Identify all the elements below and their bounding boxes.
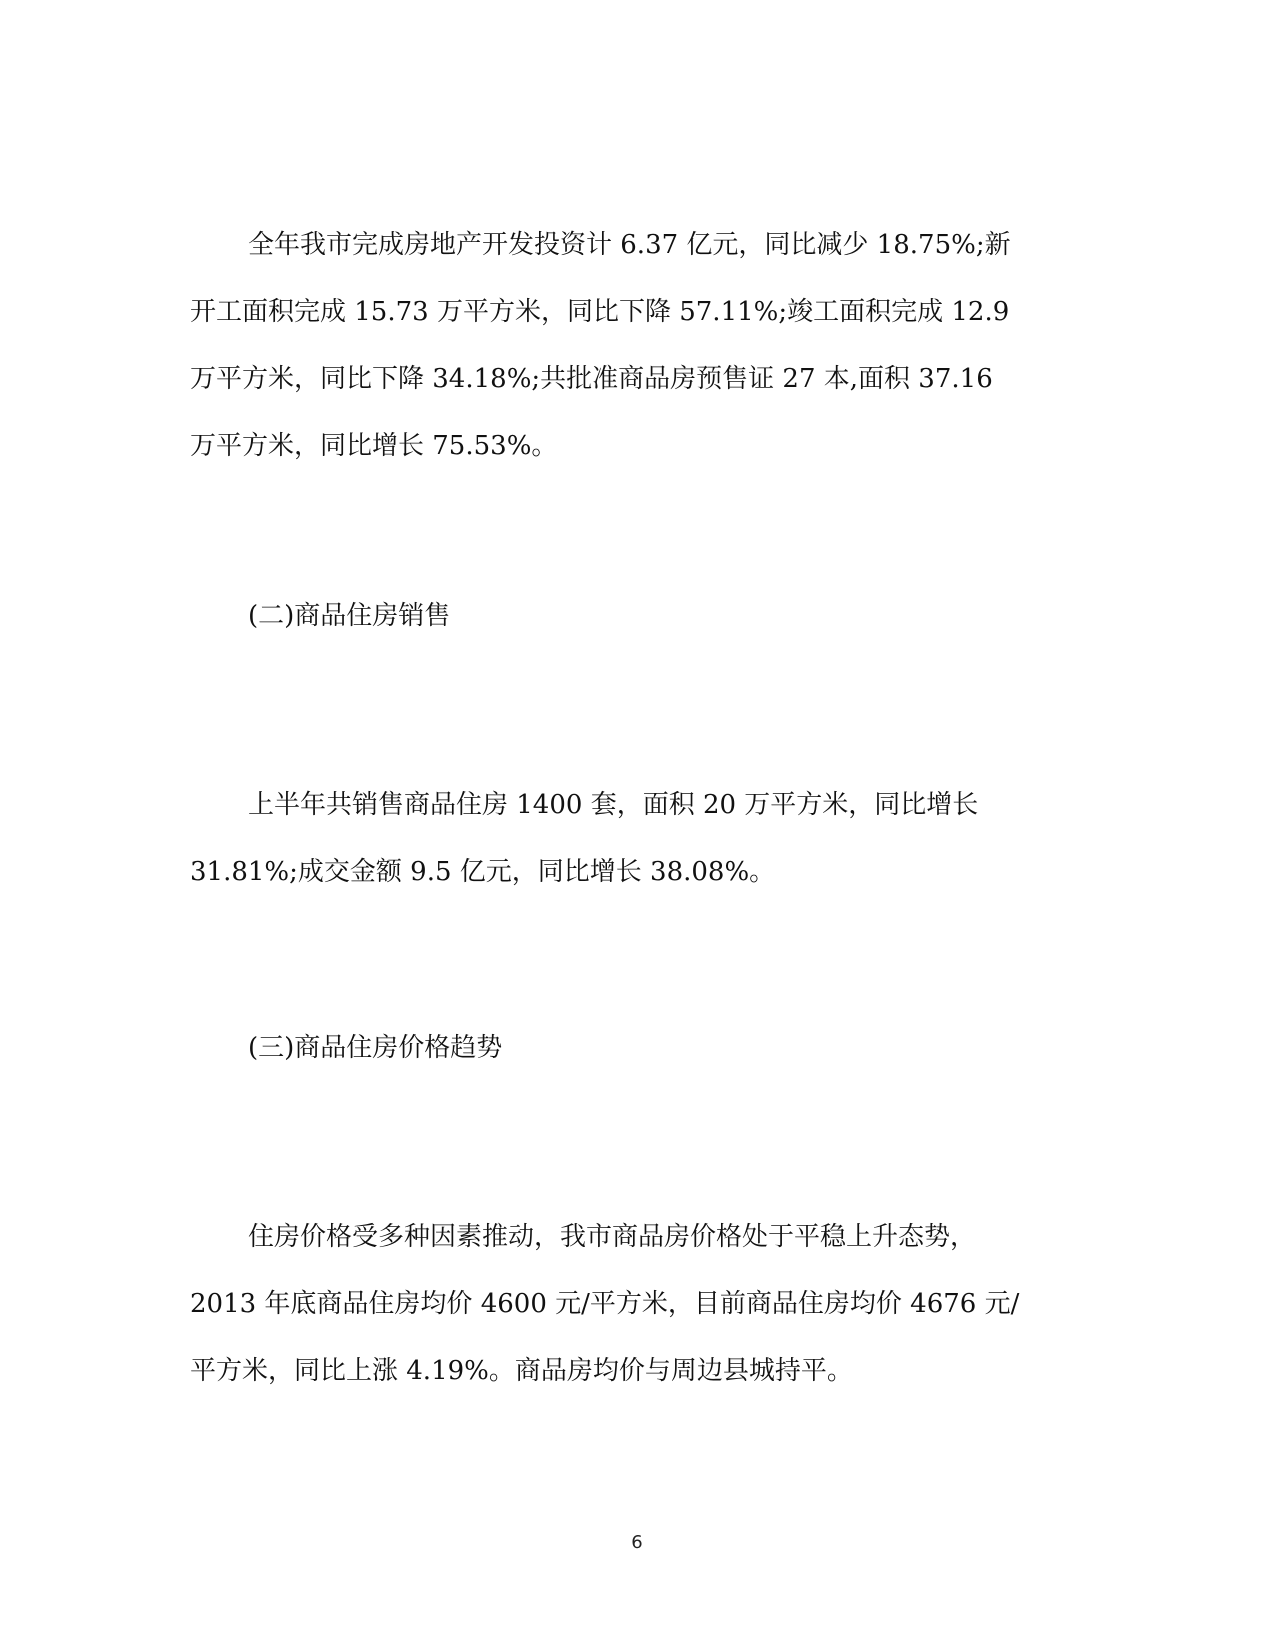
paragraph-line: 31.81%;成交金额 9.5 亿元，同比增长 38.08%。 [190, 857, 776, 887]
paragraph-line: 万平方米，同比下降 34.18%;共批准商品房预售证 27 本,面积 37.16 [190, 364, 993, 394]
section-heading-price-trend: (三)商品住房价格趋势 [248, 1033, 503, 1063]
paragraph-line: 2013 年底商品住房均价 4600 元/平方米，目前商品住房均价 4676 元/ [190, 1289, 1020, 1319]
paragraph-investment [190, 212, 1090, 480]
paragraph-price-trend [190, 1204, 1090, 1405]
paragraph-line: 万平方米，同比增长 75.53%。 [190, 431, 558, 461]
paragraph-line: 上半年共销售商品住房 1400 套，面积 20 万平方米，同比增长 [248, 790, 979, 820]
paragraph-line: 平方米，同比上涨 4.19%。商品房均价与周边县城持平。 [190, 1356, 853, 1386]
paragraph-line: 开工面积完成 15.73 万平方米，同比下降 57.11%;竣工面积完成 12.9 [190, 297, 1010, 327]
paragraph-sales [190, 772, 1090, 906]
page-number: 6 [631, 1532, 643, 1553]
section-heading-sales: (二)商品住房销售 [248, 601, 451, 631]
paragraph-line: 住房价格受多种因素推动，我市商品房价格处于平稳上升态势， [248, 1222, 977, 1252]
paragraph-line: 全年我市完成房地产开发投资计 6.37 亿元，同比减少 18.75%;新 [248, 230, 1011, 260]
